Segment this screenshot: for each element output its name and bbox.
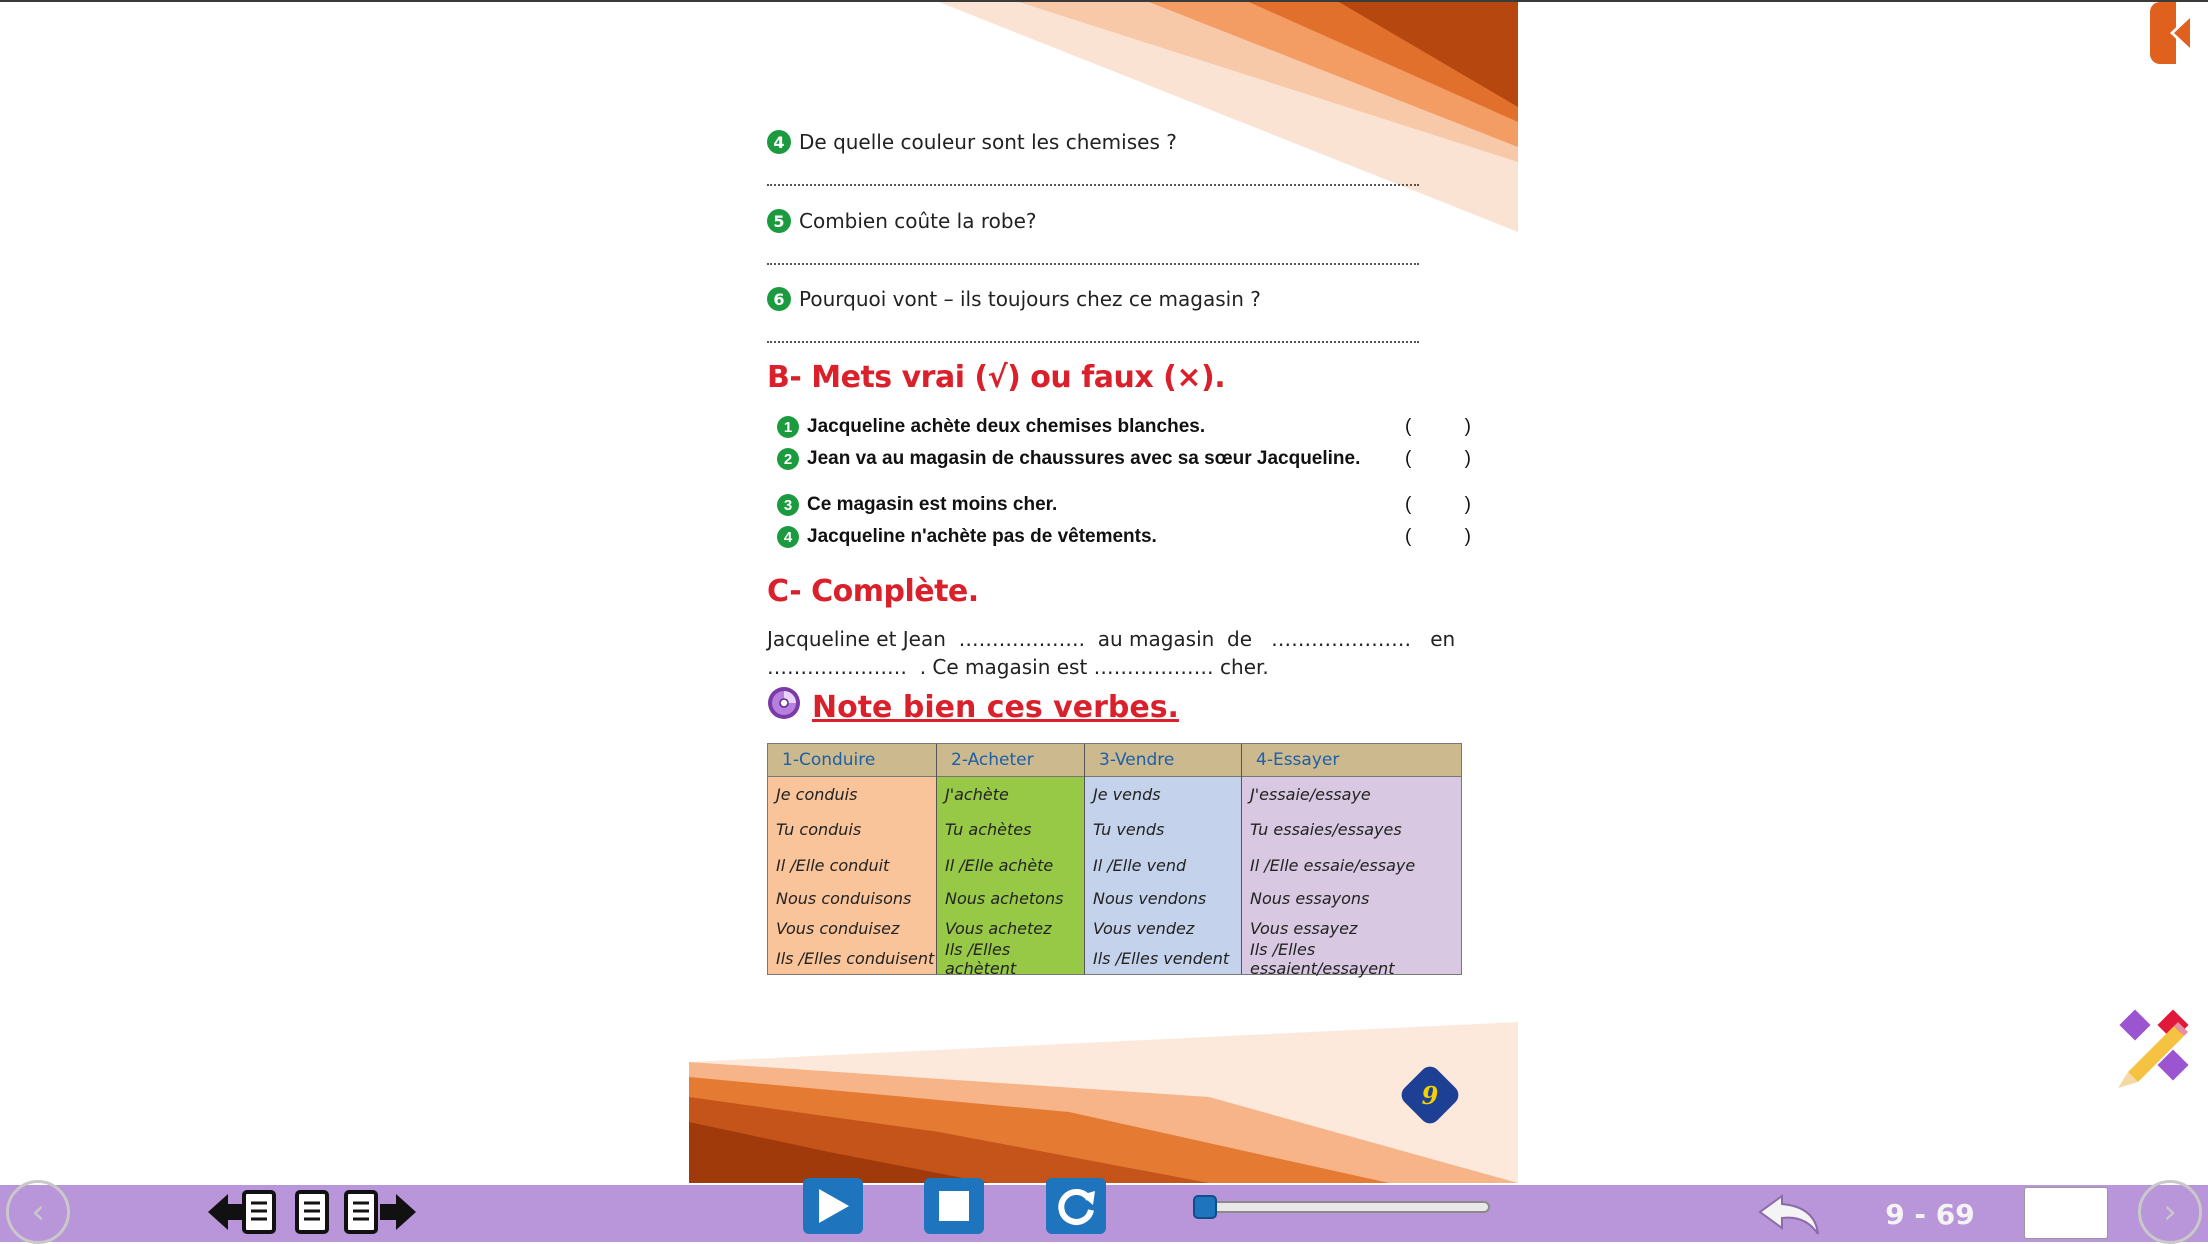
verb-form: Il /Elle achète [945, 855, 1054, 875]
verb-form: Ils /Elles essaient/essayent [1250, 939, 1395, 978]
verb-form: Ils /Elles conduisent [776, 949, 935, 968]
verb-form: Il /Elle essaie/essaye [1250, 855, 1416, 875]
true-false-item-3 [777, 494, 1471, 516]
item-number: 4 [777, 526, 799, 548]
question-text: Combien coûte la robe? [799, 209, 1037, 233]
play-button[interactable] [803, 1178, 863, 1234]
page-number: 9 [1421, 1080, 1439, 1110]
item-text: Jacqueline achète deux chemises blanches. [807, 416, 1206, 437]
verb-form: Tu conduis [776, 819, 862, 839]
verb-form: Tu essaies/essayes [1250, 819, 1402, 839]
item-number: 3 [777, 494, 799, 516]
verb-column-essayer [1242, 744, 1461, 978]
verb-form: Vous vendez [1093, 918, 1195, 938]
verb-column-acheter [937, 744, 1085, 978]
page-doc-icon[interactable] [294, 1188, 330, 1236]
answer-line [767, 184, 1419, 186]
verb-form: Nous conduisons [776, 888, 912, 908]
verb-form: Il /Elle conduit [776, 855, 890, 875]
refresh-button[interactable] [1046, 1178, 1106, 1234]
verb-form: Tu vends [1093, 819, 1165, 839]
question-4 [767, 130, 1177, 154]
item-text: Ce magasin est moins cher. [807, 494, 1058, 515]
item-text: Jacqueline n'achète pas de vêtements. [807, 526, 1157, 547]
verb-form: Il /Elle vend [1093, 855, 1187, 875]
question-number: 4 [767, 130, 791, 154]
question-number: 6 [767, 287, 791, 311]
note-title: Note bien ces verbes. [812, 690, 1179, 725]
page-jump-input[interactable] [2024, 1187, 2108, 1239]
page-counter: 9 - 69 [1885, 1197, 1975, 1231]
verb-form: Tu achètes [945, 819, 1032, 839]
answer-parentheses[interactable]: ( ) [1405, 416, 1471, 437]
answer-line [767, 263, 1419, 265]
play-icon [815, 1187, 851, 1225]
verb-form: Ils /Elles achètent [945, 939, 1017, 978]
verb-header: 1-Conduire [768, 744, 936, 777]
verb-form: Nous essayons [1250, 888, 1370, 908]
verb-form: Je conduis [776, 784, 858, 804]
prev-page-doc-icon[interactable] [208, 1188, 282, 1236]
question-text: De quelle couleur sont les chemises ? [799, 130, 1177, 154]
answer-line [767, 341, 1419, 343]
completion-line-2: ………………… . Ce magasin est ……………… cher. [767, 655, 1269, 679]
next-page-button[interactable]: › [2138, 1180, 2202, 1244]
audio-progress-track[interactable] [1196, 1201, 1490, 1213]
question-text: Pourquoi vont – ils toujours chez ce magasin ? [799, 287, 1261, 311]
completion-line-1: Jacqueline et Jean ………………. au magasin de ………………… en [767, 627, 1456, 651]
undo-arrow-icon[interactable] [1758, 1192, 1822, 1236]
section-b-title: B- Mets vrai (√) ou faux (×). [767, 360, 1226, 395]
true-false-item-1 [777, 416, 1471, 438]
verb-header: 2-Acheter [937, 744, 1084, 777]
section-c-title: C- Complète. [767, 574, 979, 609]
verb-form: J'achète [945, 784, 1009, 804]
stop-button[interactable] [924, 1178, 984, 1234]
refresh-icon [1055, 1185, 1097, 1227]
pencil-tools-icon[interactable] [2112, 1004, 2196, 1090]
verb-form: Nous achetons [945, 888, 1064, 908]
verb-form: Vous conduisez [776, 918, 900, 938]
true-false-item-2 [777, 448, 1471, 470]
verb-header: 3-Vendre [1085, 744, 1241, 777]
true-false-item-4 [777, 526, 1471, 548]
verb-header: 4-Essayer [1242, 744, 1461, 777]
next-page-doc-icon[interactable] [342, 1188, 416, 1236]
audio-progress-thumb[interactable] [1193, 1195, 1217, 1219]
verb-form: J'essaie/essaye [1250, 784, 1371, 804]
verb-column-conduire [768, 744, 937, 974]
answer-parentheses[interactable]: ( ) [1405, 448, 1471, 469]
verb-form: Vous essayez [1250, 918, 1358, 938]
verb-form: Vous achetez [945, 918, 1052, 938]
item-text: Jean va au magasin de chaussures avec sa sœur Jacqueline. [807, 448, 1361, 469]
verb-form: Ils /Elles vendent [1093, 949, 1230, 968]
verb-form: Nous vendons [1093, 888, 1207, 908]
answer-parentheses[interactable]: ( ) [1405, 526, 1471, 547]
back-tab-icon[interactable] [2150, 2, 2208, 64]
question-5 [767, 209, 1037, 233]
verb-table [767, 743, 1462, 978]
verb-column-vendre [1085, 744, 1242, 974]
item-number: 1 [777, 416, 799, 438]
question-6 [767, 287, 1261, 311]
answer-parentheses[interactable]: ( ) [1405, 494, 1471, 515]
verb-form: Je vends [1093, 784, 1161, 804]
book-page [689, 2, 1518, 1183]
question-number: 5 [767, 209, 791, 233]
prev-page-button[interactable]: ‹ [6, 1180, 70, 1244]
item-number: 2 [777, 448, 799, 470]
stop-icon [939, 1191, 969, 1221]
cd-icon[interactable] [767, 686, 801, 720]
